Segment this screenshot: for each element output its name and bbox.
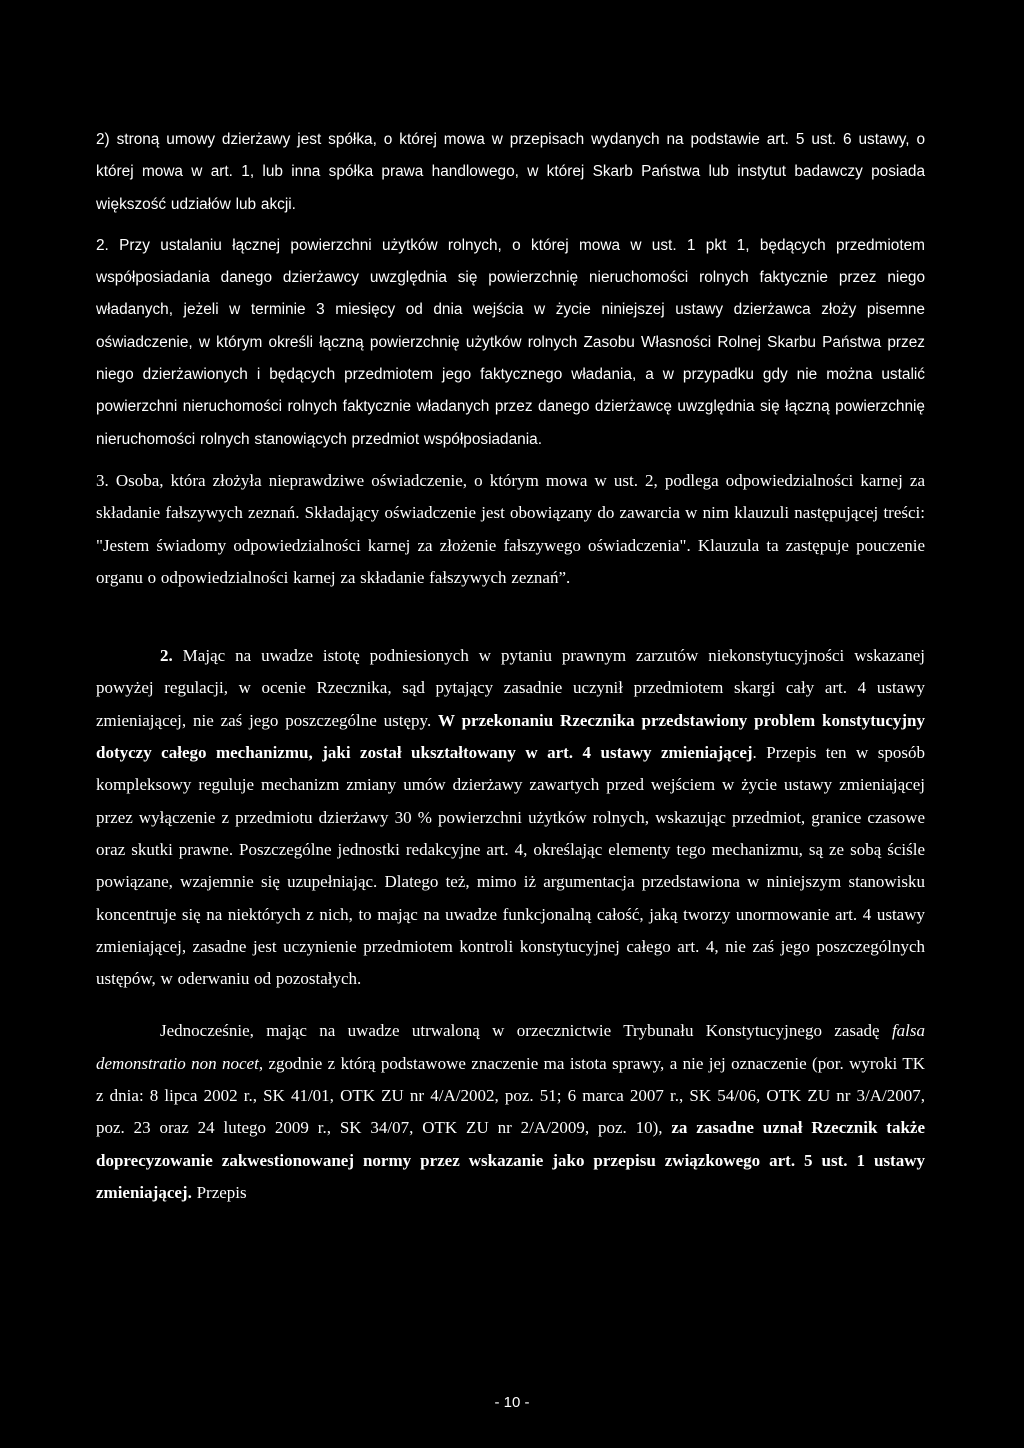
paragraph-text: Przepis <box>191 1182 247 1202</box>
paragraph-text: Jednocześnie, mając na uwadze utrwaloną w orzecznictwie Trybunału Konstytucyjnego zasadę <box>160 1021 892 1041</box>
point-number: 2. <box>160 646 173 666</box>
paragraph-point-2 <box>96 640 925 995</box>
paragraph-text: Mając na uwadze istotę podniesionych w pytaniu prawnym zarzutów niekonstytucyjności wskazanej powyżej regulacji, w ocenie Rzecznika, sąd pytający zasadnie uczynił przedmiotem skargi cały art. 4 ustawy zmieniającej, nie zaś jego poszczególne ustępy. <box>96 646 925 730</box>
paragraph-text: . Przepis ten w sposób kompleksowy reguluje mechanizm zmiany umów dzierżawy zawartych przed wejściem w życie ustawy zmieniającej przez wyłączenie z przedmiotu dzierżawy 30 % powierzchni użytków rolnych, wskazując przedmiot, granice czasowe oraz skutki prawne. Poszczególne jednostki redakcyjne art. 4, określając elementy tego mechanizmu, są ze sobą ściśle powiązane, wzajemnie się uzupełniając. Dlatego też, mimo iż argumentacja przedstawiona w niniejszym stanowisku koncentruje się na niektórych z nich, to mając na uwadze funkcjonalną całość, jaką tworzy unormowanie art. 4 ustawy zmieniającej, zasadne jest uczynienie przedmiotem kontroli konstytucyjnej całego art. 4, nie zaś jego poszczególnych ustępów, w oderwaniu od pozostałych. <box>96 743 925 989</box>
paragraph-jednoczesnie <box>96 1015 925 1209</box>
paragraph-item-2: 2) stroną umowy dzierżawy jest spółka, o której mowa w przepisach wydanych na podstawie art. 5 ust. 6 ustawy, o której mowa w art. 1, lub inna spółka prawa handlowego, w której Skarb Państwa lub instytut badawczy posiada większość udziałów lub akcji. <box>96 131 925 213</box>
paragraph-ust-3: 3. Osoba, która złożyła nieprawdziwe oświadczenie, o którym mowa w ust. 2, podlega odpowiedzialności karnej za składanie fałszywych zeznań. Składający oświadczenie jest obowiązany do zawarcia w nim klauzuli następującej treści: "Jestem świadomy odpowiedzialności karnej za złożenie fałszywego oświadczenia". Klauzula ta zastępuje pouczenie organu o odpowiedzialności karnej za składanie fałszywych zeznań”. <box>96 470 925 587</box>
page-number: - 10 - <box>494 1394 530 1411</box>
paragraph-text: , zgodnie z którą podstawowe znaczenie ma istota sprawy, a nie jej oznaczenie (por. wyroki TK z dnia: 8 lipca 2002 r., SK 41/01, OTK ZU nr 4/A/2002, poz. 51; 6 marca 2007 r., SK 54/06, OTK ZU nr 3/A/2007, poz. 23 oraz 24 lutego 2009 r., SK 34/07, OTK ZU nr 2/A/2009, poz. 10), <box>96 1053 925 1138</box>
bold-statement: W przekonaniu Rzecznika przedstawiony problem konstytucyjny dotyczy całego mechanizmu, jaki został ukształtowany w art. 4 ustawy zmieniającej <box>96 710 925 763</box>
bold-statement: za zasadne uznał Rzecznik także doprecyzowanie zakwestionowanej normy przez wskazanie jako przepisu związkowego art. 5 ust. 1 ustawy zmieniającej. <box>96 1118 925 1202</box>
paragraph-ust-2: 2. Przy ustalaniu łącznej powierzchni użytków rolnych, o której mowa w ust. 1 pkt 1, będących przedmiotem współposiadania danego dzierżawcy uwzględnia się powierzchnię nieruchomości rolnych faktycznie przez niego władanych, jeżeli w terminie 3 miesięcy od dnia wejścia w życie niniejszej ustawy dzierżawca złoży pisemne oświadczenie, w którym określi łączną powierzchnię użytków rolnych Zasobu Własności Rolnej Skarbu Państwa przez niego dzierżawionych i będących przedmiotem jego faktycznego władania, a w przypadku gdy nie można ustalić powierzchni nieruchomości rolnych faktycznie władanych przez danego dzierżawcę uwzględnia się łączną powierzchnię nieruchomości rolnych stanowiących przedmiot współposiadania. <box>96 236 925 448</box>
document-page <box>96 124 925 1209</box>
latin-phrase: falsa demonstratio non nocet <box>96 1021 925 1073</box>
